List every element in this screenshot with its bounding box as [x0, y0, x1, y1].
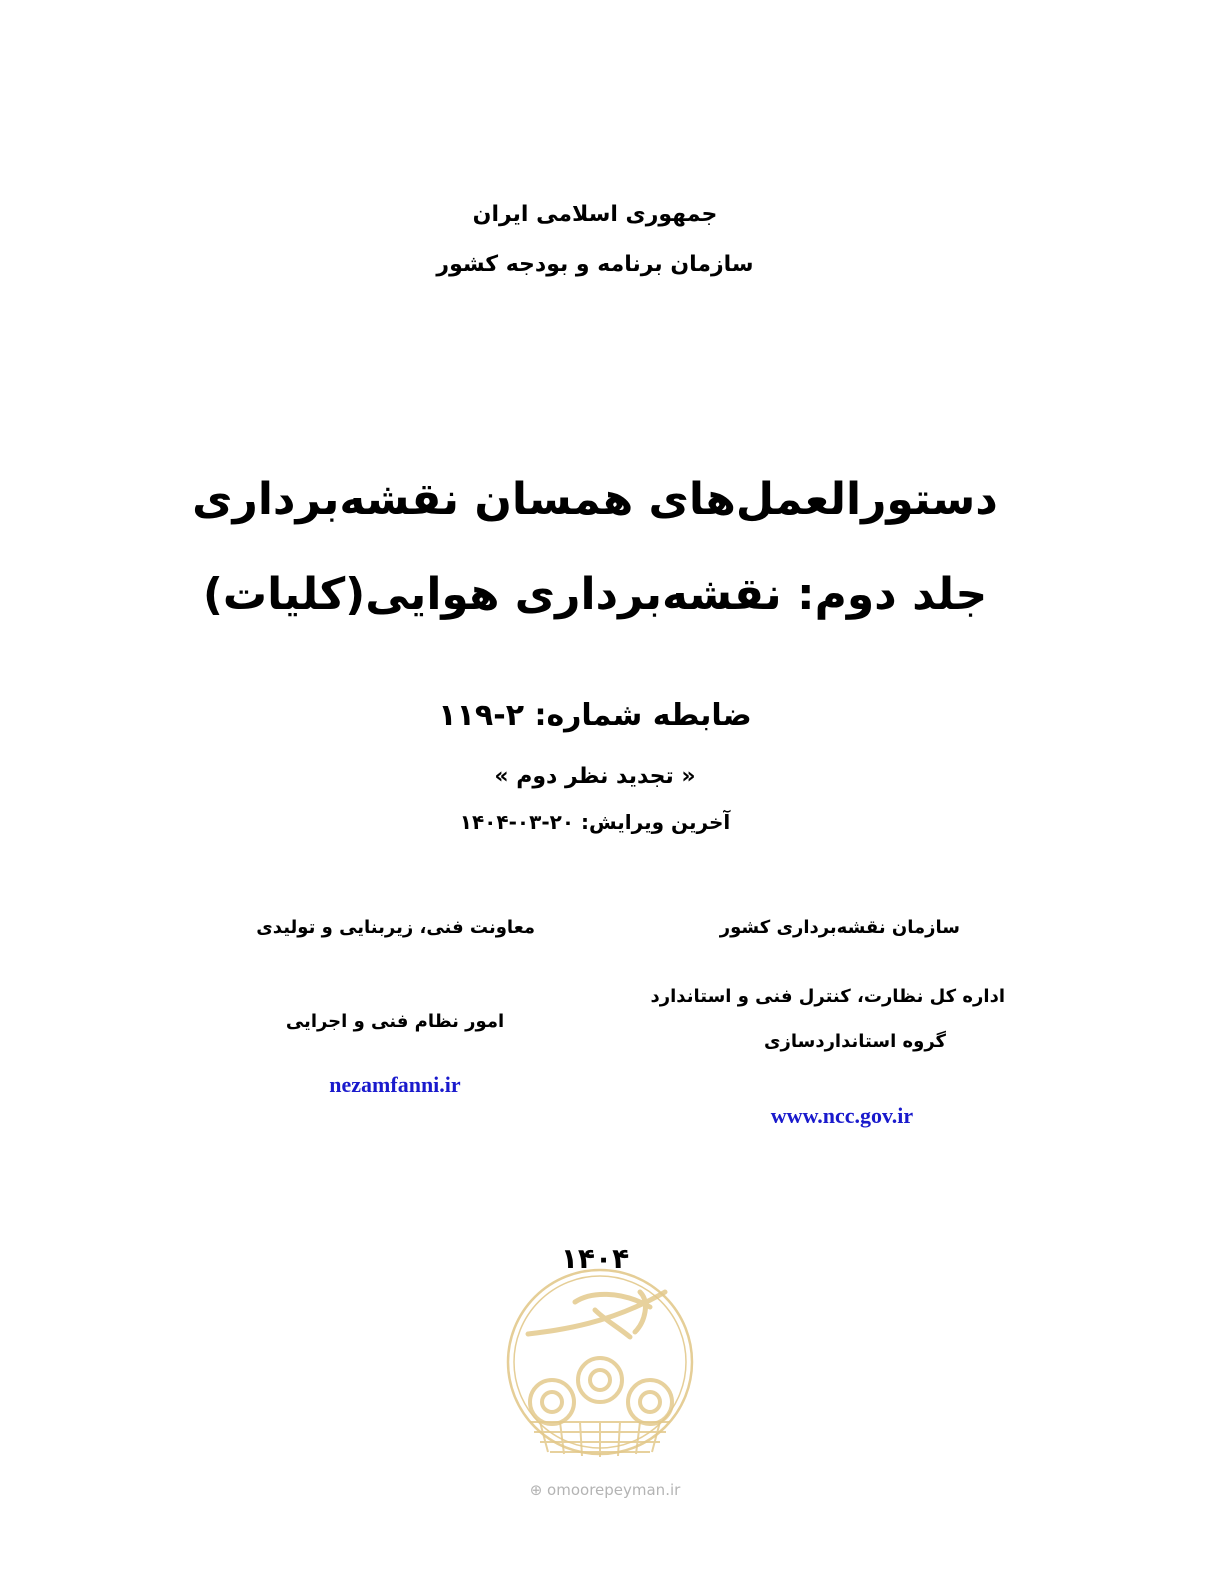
revision-label: « تجدید نظر دوم » — [494, 764, 696, 789]
left-org-name: معاونت فنی، زیربنایی و تولیدی — [256, 917, 535, 938]
last-edit-date: آخرین ویرایش: ۲۰-۰۳-۱۴۰۴ — [459, 810, 731, 834]
right-org-dept: اداره کل نظارت، کنترل فنی و استاندارد — [650, 986, 1005, 1007]
header-organization: سازمان برنامه و بودجه کشور — [436, 252, 754, 277]
watermark-logo — [500, 1262, 700, 1472]
document-title: دستورالعمل‌های همسان نقشه‌برداری — [192, 474, 998, 525]
globe-icon: ⊕ — [529, 1481, 543, 1499]
right-org-group: گروه استانداردسازی — [764, 1031, 946, 1052]
watermark-caption: ⊕ omoorepeyman.ir — [529, 1481, 681, 1499]
publication-year: ۱۴۰۴ — [560, 1242, 630, 1275]
right-org-name: سازمان نقشه‌برداری کشور — [719, 917, 960, 938]
header-country: جمهوری اسلامی ایران — [472, 202, 718, 227]
left-org-dept: امور نظام فنی و اجرایی — [285, 1011, 505, 1032]
standard-code: ضابطه شماره: ۲-۱۱۹ — [438, 698, 752, 733]
right-org-website-link[interactable]: www.ncc.gov.ir — [770, 1103, 914, 1128]
document-subtitle: جلد دوم: نقشه‌برداری هوایی(کلیات) — [202, 569, 988, 620]
left-org-website-link[interactable]: nezamfanni.ir — [329, 1072, 461, 1097]
